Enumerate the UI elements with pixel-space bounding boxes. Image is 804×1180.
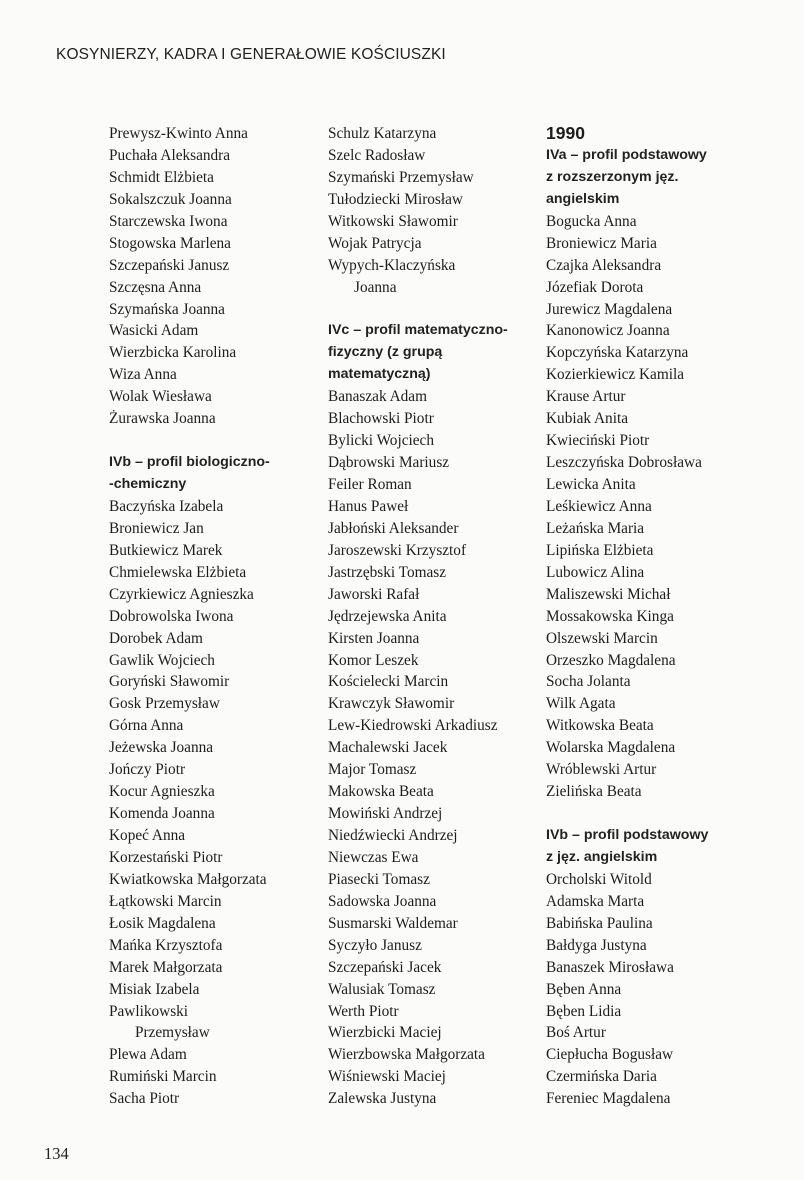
list-item: Mowiński Andrzej [328,805,443,823]
list-item: Sadowska Joanna [328,892,437,910]
list-item: Witkowska Beata [546,717,654,735]
class-heading: matematyczną) [328,366,431,383]
list-item: Łątkowski Marcin [109,892,222,910]
class-heading: z rozszerzonym jęz. [546,168,679,185]
list-item: Komenda Joanna [109,805,215,823]
list-item: Lew-Kiedrowski Arkadiusz [328,717,498,735]
list-item: Szymański Przemysław [328,168,474,186]
list-item: Czermińska Daria [546,1068,657,1086]
list-item: Wiza Anna [109,366,177,384]
list-item: Marek Małgorzata [109,958,223,976]
list-item: Machalewski Jacek [328,739,448,757]
list-item: Józefiak Dorota [546,278,644,296]
list-item: Babińska Paulina [546,914,653,932]
list-item: Kopczyńska Katarzyna [546,344,689,362]
list-item: Wolak Wiesława [109,388,212,406]
list-item: Socha Jolanta [546,673,631,691]
name-continuation: Joanna [354,278,397,296]
list-item: Jastrzębski Tomasz [328,563,447,581]
list-item: Schmidt Elżbieta [109,168,214,186]
page-number: 134 [44,1144,69,1163]
list-item: Wasicki Adam [109,322,199,340]
list-item: Witkowski Sławomir [328,212,458,230]
list-item: Leszczyńska Dobrosława [546,454,702,472]
list-item: Gosk Przemysław [109,695,220,713]
list-item: Orcholski Witold [546,870,652,888]
list-item: Susmarski Waldemar [328,914,458,932]
list-item: Hanus Paweł [328,497,409,515]
list-item: Bałdyga Justyna [546,936,647,954]
list-item: Wierzbicka Karolina [109,344,237,362]
list-item: Makowska Beata [328,783,434,801]
list-item: Mańka Krzysztofa [109,936,223,954]
list-item: Zielińska Beata [546,783,642,801]
list-item: Fereniec Magdalena [546,1090,671,1108]
class-heading: fizyczny (z grupą [328,344,443,361]
list-item: Adamska Marta [546,892,645,910]
list-item: Szczęsna Anna [109,278,202,296]
list-item: Gawlik Wojciech [109,651,215,669]
list-item: Lubowicz Alina [546,563,645,581]
list-item: Czajka Aleksandra [546,256,662,274]
class-heading: angielskim [546,190,620,207]
list-item: Wierzbicki Maciej [328,1024,442,1042]
list-item: Syczyło Janusz [328,936,422,954]
list-item: Wróblewski Artur [546,761,657,779]
list-item: Leśkiewicz Anna [546,497,652,515]
list-item: Rumiński Marcin [109,1068,217,1086]
list-item: Kirsten Joanna [328,629,420,647]
list-item: Plewa Adam [109,1046,187,1064]
list-item: Bęben Lidia [546,1002,622,1020]
list-item: Broniewicz Jan [109,519,204,537]
list-item: Bogucka Anna [546,212,637,230]
class-heading: IVb – profil biologiczno- [109,454,270,471]
spacer [546,803,751,825]
list-item: Jędrzejewska Anita [328,607,447,625]
spacer [109,430,309,452]
name-continuation: Przemysław [135,1024,210,1042]
list-item: Krause Artur [546,388,626,406]
list-item: Krawczyk Sławomir [328,695,455,713]
list-item: Szelc Radosław [328,146,426,164]
list-item: Stogowska Marlena [109,234,231,252]
list-item: Lewicka Anita [546,476,636,493]
list-item: Werth Piotr [328,1002,399,1020]
list-item: Kwiatkowska Małgorzata [109,870,267,888]
running-header: KOSYNIERZY, KADRA I GENERAŁOWIE KOŚCIUSZKI [56,46,446,63]
list-item: Jurewicz Magdalena [546,300,673,318]
list-item: Jończy Piotr [109,761,186,779]
list-item: Kanonowicz Joanna [546,322,670,340]
list-item: Kopeć Anna [109,827,186,844]
list-item: Wolarska Magdalena [546,739,676,757]
column-3 [546,123,751,1110]
list-item: Puchała Aleksandra [109,146,231,164]
list-item: Komor Leszek [328,651,419,669]
list-item: Butkiewicz Marek [109,541,223,559]
list-item: Wierzbowska Małgorzata [328,1046,485,1064]
list-item: Blachowski Piotr [328,410,434,428]
list-item: Kubiak Anita [546,410,628,428]
list-item: Wojak Patrycja [328,234,422,252]
list-item: Dobrowolska Iwona [109,607,234,625]
list-item: Boś Artur [546,1024,606,1042]
class-heading: IVc – profil matematyczno- [328,322,508,339]
list-item: Zalewska Justyna [328,1090,437,1108]
list-item: Dąbrowski Mariusz [328,454,450,472]
list-item: Feiler Roman [328,476,412,493]
list-item: Banaszek Mirosława [546,958,674,976]
list-item: Bylicki Wojciech [328,432,434,450]
list-item: Ciepłucha Bogusław [546,1046,674,1064]
list-item: Kwieciński Piotr [546,432,650,450]
list-item: Broniewicz Maria [546,234,657,252]
list-item: Łosik Magdalena [109,914,216,932]
list-item: Starczewska Iwona [109,212,228,230]
list-item: Prewysz-Kwinto Anna [109,125,248,142]
list-item: Leżańska Maria [546,519,645,537]
list-item: Tułodziecki Mirosław [328,190,463,208]
column-1 [109,123,309,1110]
list-item: Czyrkiewicz Agnieszka [109,585,254,603]
list-item: Walusiak Tomasz [328,980,436,998]
list-item: Jaroszewski Krzysztof [328,541,467,559]
list-item: Lipińska Elżbieta [546,541,654,559]
list-item: Szczepański Janusz [109,256,230,274]
list-item: Banaszak Adam [328,388,427,406]
list-item: Olszewski Marcin [546,629,658,647]
list-item: Piasecki Tomasz [328,870,430,888]
class-heading: IVb – profil podstawowy [546,827,709,843]
list-item: Wypych-Klaczyńska [328,256,456,274]
list-item: Kocur Agnieszka [109,783,215,801]
list-item: Wilk Agata [546,695,616,713]
list-item: Sokalszczuk Joanna [109,190,232,208]
list-item: Schulz Katarzyna [328,125,437,142]
list-item: Dorobek Adam [109,629,203,647]
list-item: Goryński Sławomir [109,673,230,691]
class-heading: IVa – profil podstawowy [546,146,707,163]
list-item: Niedźwiecki Andrzej [328,827,458,844]
list-item: Szymańska Joanna [109,300,225,318]
list-item: Wiśniewski Maciej [328,1068,446,1086]
list-item: Kozierkiewicz Kamila [546,366,685,384]
list-item: Baczyńska Izabela [109,497,224,515]
year-heading: 1990 [546,123,585,143]
list-item: Górna Anna [109,717,184,735]
spacer [328,299,528,321]
list-item: Maliszewski Michał [546,585,671,603]
list-item: Jaworski Rafał [328,585,420,603]
list-item: Major Tomasz [328,761,417,779]
list-item: Jabłoński Aleksander [328,519,459,537]
class-heading: z jęz. angielskim [546,848,658,865]
list-item: Orzeszko Magdalena [546,651,676,669]
list-item: Bęben Anna [546,980,622,998]
list-item: Pawlikowski [109,1002,189,1020]
list-item: Kościelecki Marcin [328,673,449,691]
list-item: Sacha Piotr [109,1090,180,1108]
list-item: Niewczas Ewa [328,848,419,866]
class-heading: -chemiczny [109,476,187,492]
column-2 [328,123,528,1110]
list-item: Szczepański Jacek [328,958,442,976]
list-item: Jeżewska Joanna [109,739,214,757]
list-item: Chmielewska Elżbieta [109,563,247,581]
list-item: Żurawska Joanna [109,410,216,428]
list-item: Mossakowska Kinga [546,607,674,625]
list-item: Misiak Izabela [109,980,200,998]
list-item: Korzestański Piotr [109,848,223,866]
